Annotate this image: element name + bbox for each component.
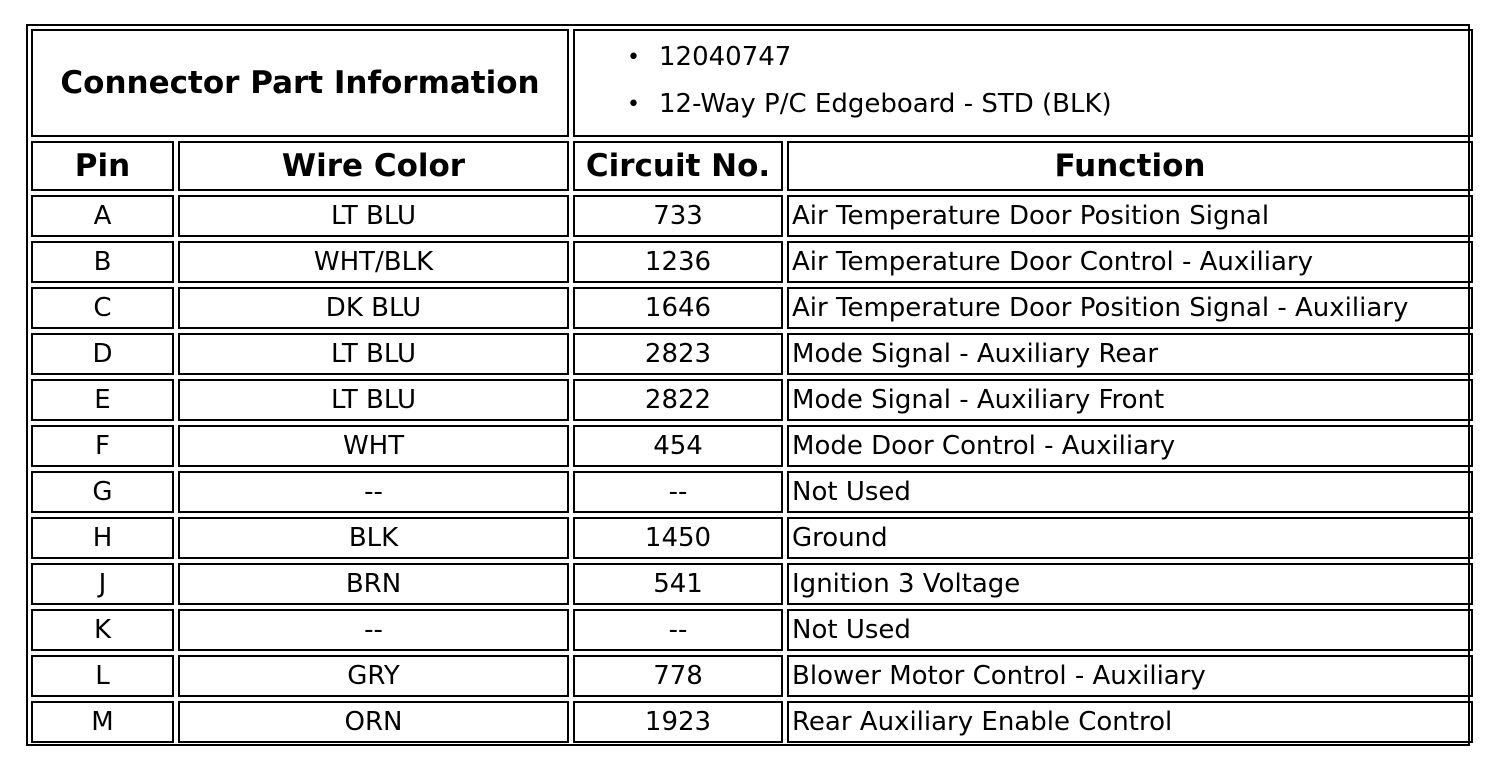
connector-table [27,25,1477,747]
connector-info-details [573,29,1473,137]
table-row [31,379,1473,421]
circuit-no-cell: 454 [573,425,783,467]
circuit-no-cell: 1236 [573,241,783,283]
pin-cell: M [31,701,174,743]
table-row [31,609,1473,651]
bullet-icon: • [627,92,640,117]
table-row [31,287,1473,329]
wire-color-cell: LT BLU [178,195,569,237]
circuit-no-cell: 2823 [573,333,783,375]
circuit-no-cell: 1646 [573,287,783,329]
pin-cell: B [31,241,174,283]
circuit-no-cell: -- [573,471,783,513]
function-cell: Air Temperature Door Position Signal - Auxiliary [787,287,1473,329]
function-cell: Ground [787,517,1473,559]
header-circuit-no: Circuit No. [573,141,783,191]
wire-color-cell: GRY [178,655,569,697]
connector-info-title: Connector Part Information [31,29,569,137]
circuit-no-cell: 541 [573,563,783,605]
function-cell: Blower Motor Control - Auxiliary [787,655,1473,697]
function-cell: Not Used [787,471,1473,513]
circuit-no-cell: 733 [573,195,783,237]
bullet-icon: • [627,45,640,70]
function-cell: Air Temperature Door Position Signal [787,195,1473,237]
pin-cell: G [31,471,174,513]
wire-color-cell: BRN [178,563,569,605]
header-function: Function [787,141,1473,191]
pin-cell: D [31,333,174,375]
part-number: 12040747 [659,42,792,72]
pin-cell: J [31,563,174,605]
wire-color-cell: ORN [178,701,569,743]
table-row [31,471,1473,513]
function-cell: Rear Auxiliary Enable Control [787,701,1473,743]
connector-description: 12-Way P/C Edgeboard - STD (BLK) [659,89,1112,119]
connector-info-row [31,29,1473,137]
table-row [31,517,1473,559]
header-pin: Pin [31,141,174,191]
header-row [31,141,1473,191]
function-cell: Mode Door Control - Auxiliary [787,425,1473,467]
connector-info-item [615,41,1471,88]
table-row [31,655,1473,697]
function-cell: Ignition 3 Voltage [787,563,1473,605]
circuit-no-cell: 1923 [573,701,783,743]
pin-cell: L [31,655,174,697]
pin-cell: H [31,517,174,559]
table-row [31,195,1473,237]
wire-color-cell: DK BLU [178,287,569,329]
pin-cell: E [31,379,174,421]
table-row [31,425,1473,467]
connector-info-list [615,41,1471,135]
pin-cell: C [31,287,174,329]
wire-color-cell: WHT/BLK [178,241,569,283]
table-row [31,333,1473,375]
circuit-no-cell: 2822 [573,379,783,421]
table-row [31,563,1473,605]
circuit-no-cell: 1450 [573,517,783,559]
pin-cell: K [31,609,174,651]
wire-color-cell: WHT [178,425,569,467]
table-row [31,701,1473,743]
pin-cell: A [31,195,174,237]
wire-color-cell: -- [178,609,569,651]
wire-color-cell: BLK [178,517,569,559]
header-wire-color: Wire Color [178,141,569,191]
circuit-no-cell: 778 [573,655,783,697]
function-cell: Not Used [787,609,1473,651]
function-cell: Air Temperature Door Control - Auxiliary [787,241,1473,283]
pin-cell: F [31,425,174,467]
wire-color-cell: -- [178,471,569,513]
connector-info-item [615,88,1471,135]
wire-color-cell: LT BLU [178,333,569,375]
circuit-no-cell: -- [573,609,783,651]
wire-color-cell: LT BLU [178,379,569,421]
function-cell: Mode Signal - Auxiliary Rear [787,333,1473,375]
connector-table-frame [26,24,1470,746]
table-row [31,241,1473,283]
function-cell: Mode Signal - Auxiliary Front [787,379,1473,421]
